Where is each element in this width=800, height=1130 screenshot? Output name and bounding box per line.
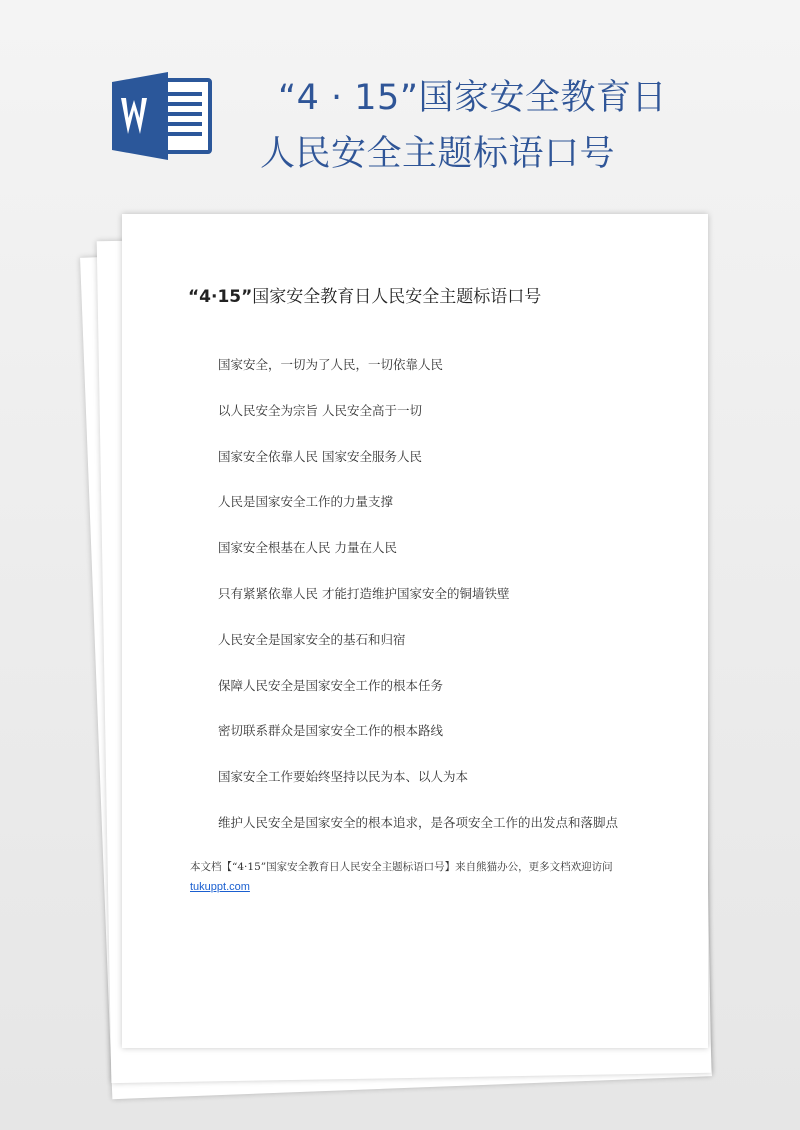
list-item: 密切联系群众是国家安全工作的根本路线 <box>218 723 444 739</box>
document-title-date: “4·15” <box>188 287 253 307</box>
page-title-line-2: 人民安全主题标语口号 <box>260 134 616 174</box>
list-item: 国家安全工作要始终坚持以民为本、以人为本 <box>218 769 469 785</box>
list-item: 人民是国家安全工作的力量支撑 <box>218 494 394 510</box>
list-item: 以人民安全为宗旨 人民安全高于一切 <box>218 402 422 418</box>
list-item: 维护人民安全是国家安全的根本追求，是各项安全工作的出发点和落脚点 <box>218 814 619 830</box>
list-item: 国家安全，一切为了人民，一切依靠人民 <box>218 357 444 372</box>
slogan-list <box>218 356 618 860</box>
list-item: 人民安全是国家安全的基石和归宿 <box>218 631 406 647</box>
document-page <box>122 214 708 1048</box>
source-note: 本文档【“4·15”国家安全教育日人民安全主题标语口号】来自熊猫办公，更多文档欢迎访问 <box>190 861 613 873</box>
list-item: 只有紧紧依靠人民 才能打造维护国家安全的铜墙铁壁 <box>218 585 510 601</box>
list-item: 国家安全根基在人民 力量在人民 <box>218 540 397 556</box>
word-document-icon <box>112 72 212 160</box>
list-item: 保障人民安全是国家安全工作的根本任务 <box>218 677 444 693</box>
document-title-text: 国家安全教育日人民安全主题标语口号 <box>252 287 542 307</box>
page-title <box>260 70 780 182</box>
document-title <box>188 282 541 307</box>
page-title-line-1: “4 · 15”国家安全教育日 <box>278 78 667 118</box>
source-link[interactable]: tukuppt.com <box>190 881 250 893</box>
list-item: 国家安全依靠人民 国家安全服务人民 <box>218 448 422 464</box>
